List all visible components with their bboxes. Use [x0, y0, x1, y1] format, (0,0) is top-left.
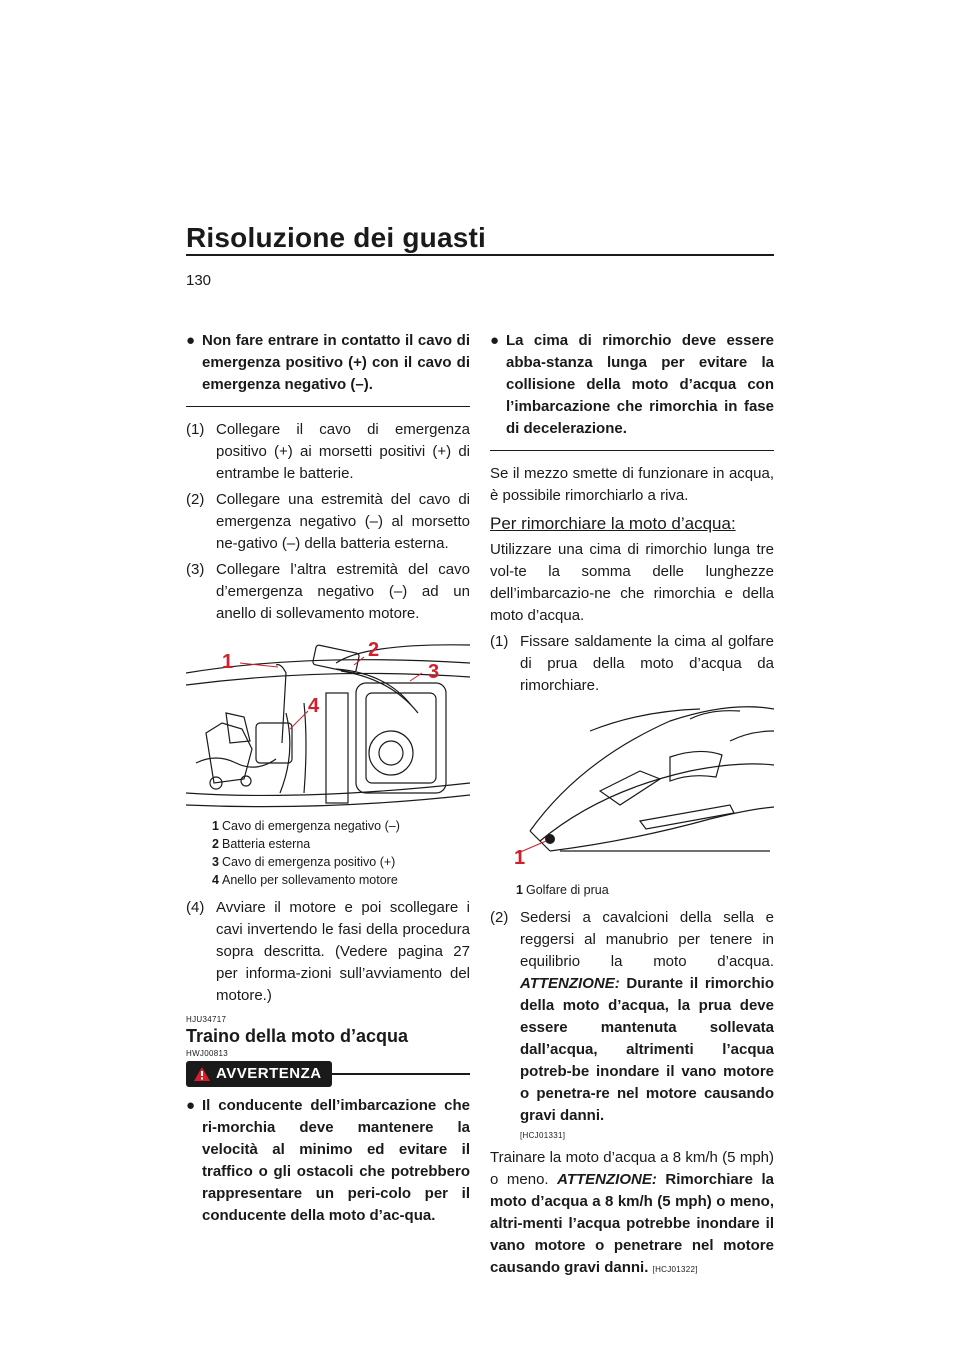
attention-label: ATTENZIONE: [520, 975, 620, 992]
step-3: (3) Collegare l’altra estremità del cavo d’emergenza negativo (–) ad un anello di sollevamento motore. [186, 561, 470, 622]
tow-line-text: Utilizzare una cima di rimorchio lunga tre vol-te la somma delle lunghezze dell’imbarcazio-ne che rimorchia e della moto d’acqua. [490, 541, 774, 624]
callout-1: 1 [222, 651, 234, 673]
left-column [186, 330, 470, 1227]
tow-intro: Se il mezzo smette di funzionare in acqua, è possibile rimorchiarlo a riva. [490, 465, 774, 504]
tow-step-2: (2) Sedersi a cavalcioni della sella e reggersi al manubrio per tenere in equilibrio la moto d’acqua. ATTENZIONE: Durante il rimorchio della moto d’acqua, la prua deve essere mantenuta sollevata dall’acqua, altrimenti l’acqua potreb-be inondare il vano motore o penetra-re nel motore causando gravi danni. [490, 909, 774, 1124]
page-number: 130 [186, 272, 212, 289]
warning-header-rule [332, 1073, 470, 1075]
legend-item: 1 Golfare di prua [516, 883, 609, 897]
bullet-tow-line-length: ● La cima di rimorchio deve essere abba-stanza lunga per evitare la collisione della moto d’acqua con l’imbarcazione che rimorchia in fase di decelerazione. [490, 332, 774, 437]
step-2: (2) Collegare una estremità del cavo di emergenza negativo (–) al morsetto ne-gativo (–) della batteria esterna. [186, 491, 470, 552]
legend-item: 3 Cavo di emergenza positivo (+) [212, 855, 396, 869]
callout-bow-eye: 1 [514, 847, 526, 869]
step-1: (1) Collegare il cavo di emergenza positivo (+) ai morsetti positivi (+) di entrambe le batterie. [186, 421, 470, 482]
callout-4: 4 [308, 695, 320, 717]
bullet-tow-speed: ● Il conducente dell’imbarcazione che ri-morchia deve mantenere la velocità al minimo ed evitare il traffico o gli ostacoli che potrebbero rappresentare un peri-colo per il conducente della moto d’ac-qua. [186, 1097, 470, 1224]
callout-2: 2 [368, 639, 380, 661]
legend-item: 4 Anello per sollevamento motore [212, 873, 398, 887]
title-rule [186, 254, 774, 256]
section-code: HJU34717 [186, 1015, 227, 1024]
attention-label: ATTENZIONE: [557, 1171, 657, 1188]
bow-figure-legend [516, 881, 774, 899]
bow-eye-figure [490, 701, 774, 877]
legend-item: 2 Batteria esterna [212, 837, 311, 851]
right-column [490, 330, 774, 1279]
caution-code: [HCJ01322] [652, 1265, 698, 1274]
tow-final-text: Trainare la moto d’acqua a 8 km/h (5 mph) o meno. ATTENZIONE: Rimorchiare la moto d’acqua a 8 km/h (5 mph) o meno, altri-menti l’acqua potrebbe inondare il vano motore o penetrare nel motore causando gravi danni. [HCJ01322] [490, 1149, 774, 1276]
legend-item: 1 Cavo di emergenza negativo (–) [212, 819, 400, 833]
tow-subheading: Per rimorchiare la moto d’acqua: [490, 514, 736, 533]
engine-jumper-figure [186, 633, 470, 813]
warning-triangle-icon [194, 1067, 210, 1081]
figure-legend [212, 817, 470, 889]
watercraft-bow-illustration [490, 701, 774, 877]
callout-3: 3 [428, 661, 440, 683]
page-title: Risoluzione dei guasti [186, 222, 486, 253]
caution-code: [HCJ01331] [520, 1131, 566, 1140]
section-title: Traino della moto d’acqua [186, 1026, 409, 1046]
warning-header [186, 1061, 470, 1087]
tow-step-1: (1) Fissare saldamente la cima al golfare di prua della moto d’acqua da rimorchiare. [490, 633, 774, 694]
warning-end-rule [490, 450, 774, 451]
warning-code: HWJ00813 [186, 1049, 228, 1058]
bullet-no-contact: ● Non fare entrare in contatto il cavo di emergenza positivo (+) con il cavo di emergenza negativo (–). [186, 332, 470, 393]
step-4: (4) Avviare il motore e poi scollegare i cavi invertendo le fasi della procedura sopra descritta. (Vedere pagina 27 per informa-zioni sull’avviamento del motore.) [186, 899, 470, 1004]
warning-end-rule [186, 406, 470, 407]
warning-badge: AVVERTENZA [186, 1061, 332, 1087]
